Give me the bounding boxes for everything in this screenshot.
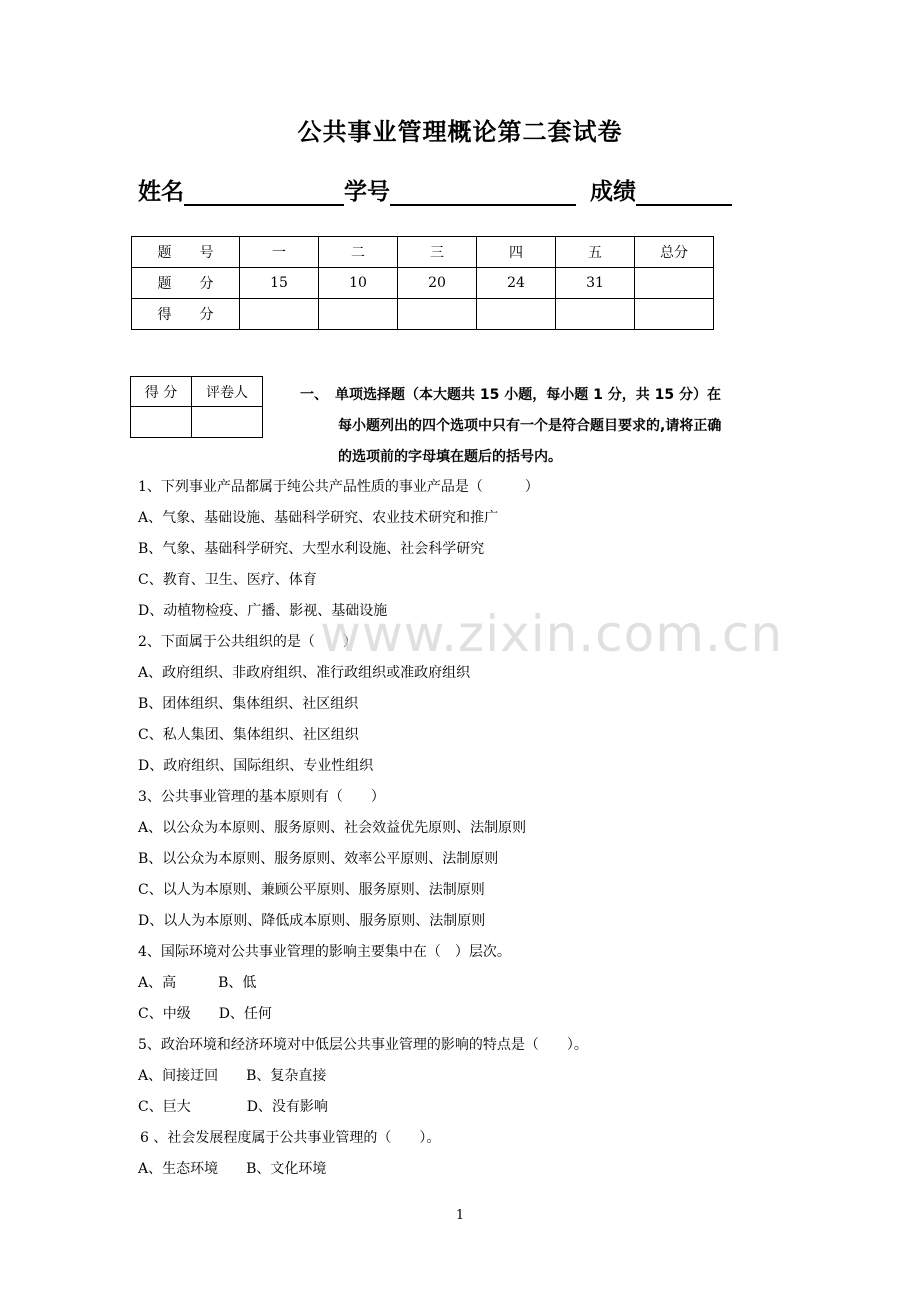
question-stem: 3、公共事业管理的基本原则有（ ） [138, 789, 385, 805]
table-cell: 三 [398, 237, 477, 268]
score-label: 成绩 [590, 179, 636, 205]
answer-option: D、动植物检疫、广播、影视、基础设施 [138, 603, 388, 619]
answer-option: A、生态环境 B、文化环境 [138, 1161, 327, 1177]
answer-option: B、以公众为本原则、服务原则、效率公平原则、法制原则 [138, 851, 499, 867]
score-entry-cell[interactable] [477, 299, 556, 330]
student-id-blank[interactable] [390, 178, 576, 206]
table-cell: 得 分 [132, 299, 240, 330]
section-instruction-line: 的选项前的字母填在题后的括号内。 [338, 449, 562, 465]
section-heading: 一、 单项选择题（本大题共 15 小题，每小题 1 分，共 15 分）在 [300, 387, 721, 403]
score-entry-cell[interactable] [635, 299, 714, 330]
table-row [132, 237, 714, 268]
table-cell: 10 [319, 268, 398, 299]
question-stem: 5、政治环境和经济环境对中低层公共事业管理的影响的特点是（ ）。 [138, 1037, 588, 1053]
student-id-label: 学号 [344, 179, 390, 205]
answer-option: C、以人为本原则、兼顾公平原则、服务原则、法制原则 [138, 882, 485, 898]
question-stem: 6 、社会发展程度属于公共事业管理的（ ）。 [140, 1130, 441, 1146]
answer-option: A、间接迂回 B、复杂直接 [138, 1068, 327, 1084]
score-entry-cell[interactable] [398, 299, 477, 330]
grader-reviewer-header: 评卷人 [192, 377, 263, 407]
table-cell: 题 号 [132, 237, 240, 268]
section-instructions [300, 380, 786, 473]
section-instruction-line: 每小题列出的四个选项中只有一个是符合题目要求的,请将正确 [338, 418, 722, 434]
answer-option: A、政府组织、非政府组织、准行政组织或准政府组织 [138, 665, 471, 681]
table-cell: 15 [240, 268, 319, 299]
table-row [132, 268, 714, 299]
page-number: 1 [455, 1208, 465, 1223]
table-cell: 20 [398, 268, 477, 299]
watermark: www.zixin.com.cn [320, 605, 784, 663]
grader-score-header: 得 分 [131, 377, 192, 407]
answer-option: A、以公众为本原则、服务原则、社会效益优先原则、法制原则 [138, 820, 527, 836]
grader-score-cell[interactable] [131, 407, 192, 438]
answer-option: B、气象、基础科学研究、大型水利设施、社会科学研究 [138, 541, 485, 557]
score-entry-cell[interactable] [556, 299, 635, 330]
table-cell: 五 [556, 237, 635, 268]
answer-option: D、政府组织、国际组织、专业性组织 [138, 758, 374, 774]
grader-reviewer-cell[interactable] [192, 407, 263, 438]
answer-option: A、气象、基础设施、基础科学研究、农业技术研究和推广 [138, 510, 499, 526]
answer-option: C、中级 D、任何 [138, 1006, 272, 1022]
score-blank[interactable] [636, 178, 732, 206]
table-cell: 一 [240, 237, 319, 268]
table-cell: 总分 [635, 237, 714, 268]
table-cell: 24 [477, 268, 556, 299]
question-stem: 4、国际环境对公共事业管理的影响主要集中在（ ）层次。 [138, 944, 511, 960]
table-row [132, 299, 714, 330]
question-stem: 1、下列事业产品都属于纯公共产品性质的事业产品是（ ） [138, 479, 539, 495]
grader-table [130, 376, 263, 438]
answer-option: B、团体组织、集体组织、社区组织 [138, 696, 359, 712]
answer-option: C、巨大 D、没有影响 [138, 1099, 328, 1115]
answer-option: C、教育、卫生、医疗、体育 [138, 572, 317, 588]
table-cell: 二 [319, 237, 398, 268]
answer-option: A、高 B、低 [138, 975, 257, 991]
table-cell: 四 [477, 237, 556, 268]
answer-option: D、以人为本原则、降低成本原则、服务原则、法制原则 [138, 913, 486, 929]
table-cell: 题 分 [132, 268, 240, 299]
name-label: 姓名 [138, 179, 184, 205]
student-info-line [138, 172, 732, 206]
score-entry-cell[interactable] [240, 299, 319, 330]
table-cell [635, 268, 714, 299]
table-cell: 31 [556, 268, 635, 299]
answer-option: C、私人集团、集体组织、社区组织 [138, 727, 359, 743]
question-stem: 2、下面属于公共组织的是（ ） [138, 634, 357, 650]
score-table [131, 236, 714, 330]
exam-title: 公共事业管理概论第二套试卷 [297, 118, 623, 146]
score-entry-cell[interactable] [319, 299, 398, 330]
name-blank[interactable] [184, 178, 344, 206]
